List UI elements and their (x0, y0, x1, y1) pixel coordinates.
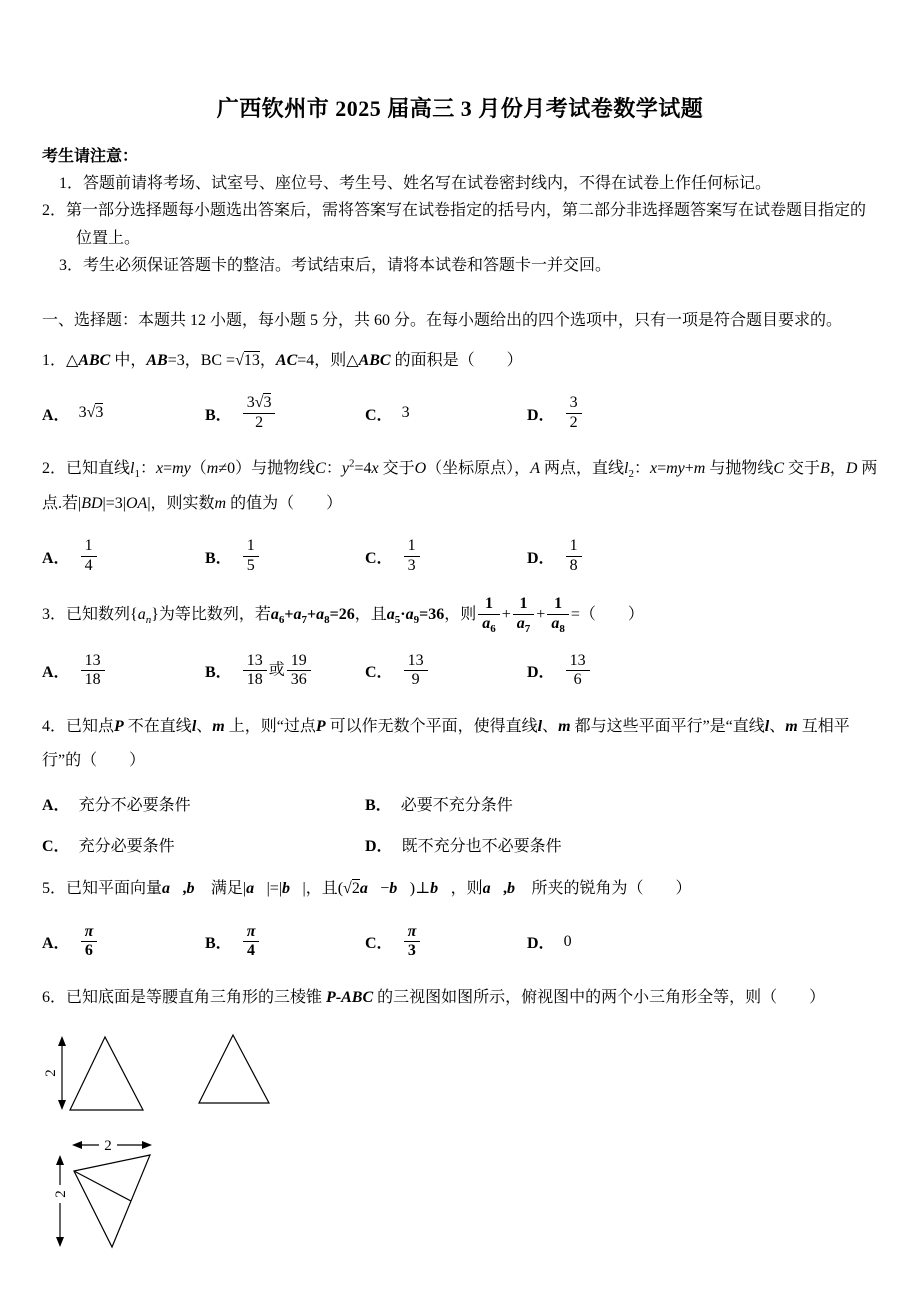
question-1-option-c (365, 402, 527, 425)
question-2-stem: 2．已知直线$l_1$：x=my（m≠0）与抛物线C：$y^2=4x$ 交于O（坐标原点），A 两点，直线$l_2$：x=my+m 与抛物线C 交于B，D 两点.若|BD|=3|OA|，则实数m 的值为（ ） (42, 457, 878, 512)
option-value: $\frac{1}{5}$ (241, 537, 261, 575)
question-3-stem: 3．已知数列$\{a_n\}$为等比数列，若$a_6+a_7+a_8=26$，且$a_5\cdot a_9=36$，则 $\frac{1}{a_6}$ + $\frac{1}{a_7}$ + $\frac{1}{a_8}$ =（ ） (42, 595, 644, 635)
question-5-stem: 5．已知平面向量a⃗,b⃗ 满足|a⃗|=|b⃗|，且(√2a⃗−b⃗)⊥b⃗，则a⃗,b⃗ 所夹的锐角为（ ） (42, 880, 692, 898)
option-value: $\frac{1}{8}$ (564, 537, 584, 575)
notice-item-2: 2．第一部分选择题每小题选出答案后，需将答案写在试卷指定的括号内，第二部分非选择题答案写在试卷题目指定的位置上。 (42, 202, 867, 247)
question-5-option-c (365, 923, 527, 961)
top-view-diagram (42, 1131, 222, 1253)
question-4-option-d (365, 833, 878, 856)
question-3-option-c (365, 652, 527, 690)
question-5-option-b (205, 923, 365, 961)
option-label: B． (205, 406, 232, 424)
question-1-options (42, 390, 878, 436)
question-2-option-a (42, 537, 205, 575)
option-value: 0 (563, 932, 572, 950)
top-height-dim-label: 2 (53, 1190, 69, 1198)
question-3-option-a (42, 652, 205, 690)
option-value: 充分必要条件 (78, 838, 175, 856)
question-2-option-b (205, 537, 365, 575)
question-1-option-a (42, 402, 205, 425)
option-label: B． (365, 797, 392, 815)
question-5-options (42, 919, 878, 965)
notice-section (42, 143, 878, 279)
question-3-option-b (205, 652, 365, 690)
option-value: $\frac{13}{6}$ (564, 652, 592, 690)
notice-item-3: 3．考生必须保证答题卡的整洁。考试结束后，请将本试卷和答题卡一并交回。 (59, 256, 612, 274)
option-label: D． (527, 935, 555, 953)
option-value: $\frac{3√3}{2}$ (241, 394, 278, 432)
option-label: A． (42, 935, 70, 953)
option-label: A． (42, 797, 70, 815)
question-5-option-d (527, 930, 878, 953)
section-heading: 一、选择题：本题共 12 小题，每小题 5 分，共 60 分。在每小题给出的四个选项中，只有一项是符合题目要求的。 (42, 311, 843, 329)
option-value: 3√3 (78, 404, 104, 422)
question-4-stem: 4．已知点P 不在直线l、m 上，则“过点P 可以作无数个平面，使得直线l、m 都与这些平面平行”是“直线l、m 互相平行”的（ ） (42, 717, 850, 769)
top-width-dim-label: 2 (104, 1138, 112, 1155)
question-1-option-b (205, 394, 365, 432)
option-label: C． (42, 838, 70, 856)
option-value: $\frac{1}{4}$ (79, 537, 99, 575)
front-height-dim-label: 2 (43, 1069, 59, 1077)
question-4-option-b (365, 792, 878, 815)
option-label: C． (365, 664, 393, 682)
question-6-figures (42, 1031, 878, 1253)
question-1-option-d (527, 394, 878, 432)
question-6-stem: 6．已知底面是等腰直角三角形的三棱锥 P-ABC 的三视图如图所示，俯视图中的两个小三角形全等，则（ ） (42, 988, 826, 1006)
option-value: $\frac{13}{9}$ (402, 652, 430, 690)
option-value: $\frac{13}{18}$ (79, 652, 107, 690)
question-1-stem: 1．△ABC 中，AB=3，BC =√13，AC=4，则△ABC 的面积是（ ） (42, 351, 523, 369)
option-value: $\frac{3}{2}$ (564, 394, 584, 432)
question-2 (42, 452, 878, 579)
front-side-view-diagram (42, 1031, 302, 1117)
option-label: D． (527, 549, 555, 567)
option-label: A． (42, 549, 70, 567)
option-label: D． (365, 838, 393, 856)
option-value: $\frac{\pi}{6}$ (79, 923, 100, 961)
exam-title: 广西钦州市 2025 届高三 3 月份月考试卷数学试题 (216, 96, 704, 121)
option-value: $\frac{\pi}{3}$ (402, 923, 423, 961)
notice-heading: 考生请注意： (42, 148, 139, 165)
option-value: $\frac{\pi}{4}$ (241, 923, 262, 961)
option-label: C． (365, 549, 393, 567)
option-value: 必要不充分条件 (400, 797, 513, 815)
option-label: D． (527, 664, 555, 682)
question-2-options (42, 533, 878, 579)
question-3-option-d (527, 652, 878, 690)
option-label: B． (205, 935, 232, 953)
option-label: A． (42, 664, 70, 682)
question-2-option-d (527, 537, 878, 575)
question-5-option-a (42, 923, 205, 961)
option-label: B． (205, 549, 232, 567)
question-3 (42, 595, 878, 693)
question-3-options (42, 648, 878, 694)
question-6 (42, 981, 878, 1253)
question-4-options (42, 792, 878, 856)
question-4-option-a (42, 792, 365, 815)
option-label: B． (205, 664, 232, 682)
option-value: $\frac{13}{18}$ 或 $\frac{19}{36}$ (241, 652, 313, 690)
option-value: 既不充分也不必要条件 (401, 838, 562, 856)
question-5 (42, 872, 878, 964)
option-value: $\frac{1}{3}$ (402, 537, 422, 575)
option-label: D． (527, 406, 555, 424)
option-label: A． (42, 406, 70, 424)
option-value: 3 (401, 404, 410, 422)
question-2-option-c (365, 537, 527, 575)
option-label: C． (365, 406, 393, 424)
question-4-option-c (42, 833, 365, 856)
question-4 (42, 710, 878, 857)
option-value: 充分不必要条件 (78, 797, 191, 815)
notice-item-1: 1．答题前请将考场、试室号、座位号、考生号、姓名写在试卷密封线内，不得在试卷上作任何标记。 (59, 175, 772, 193)
option-label: C． (365, 935, 393, 953)
question-1 (42, 344, 878, 436)
